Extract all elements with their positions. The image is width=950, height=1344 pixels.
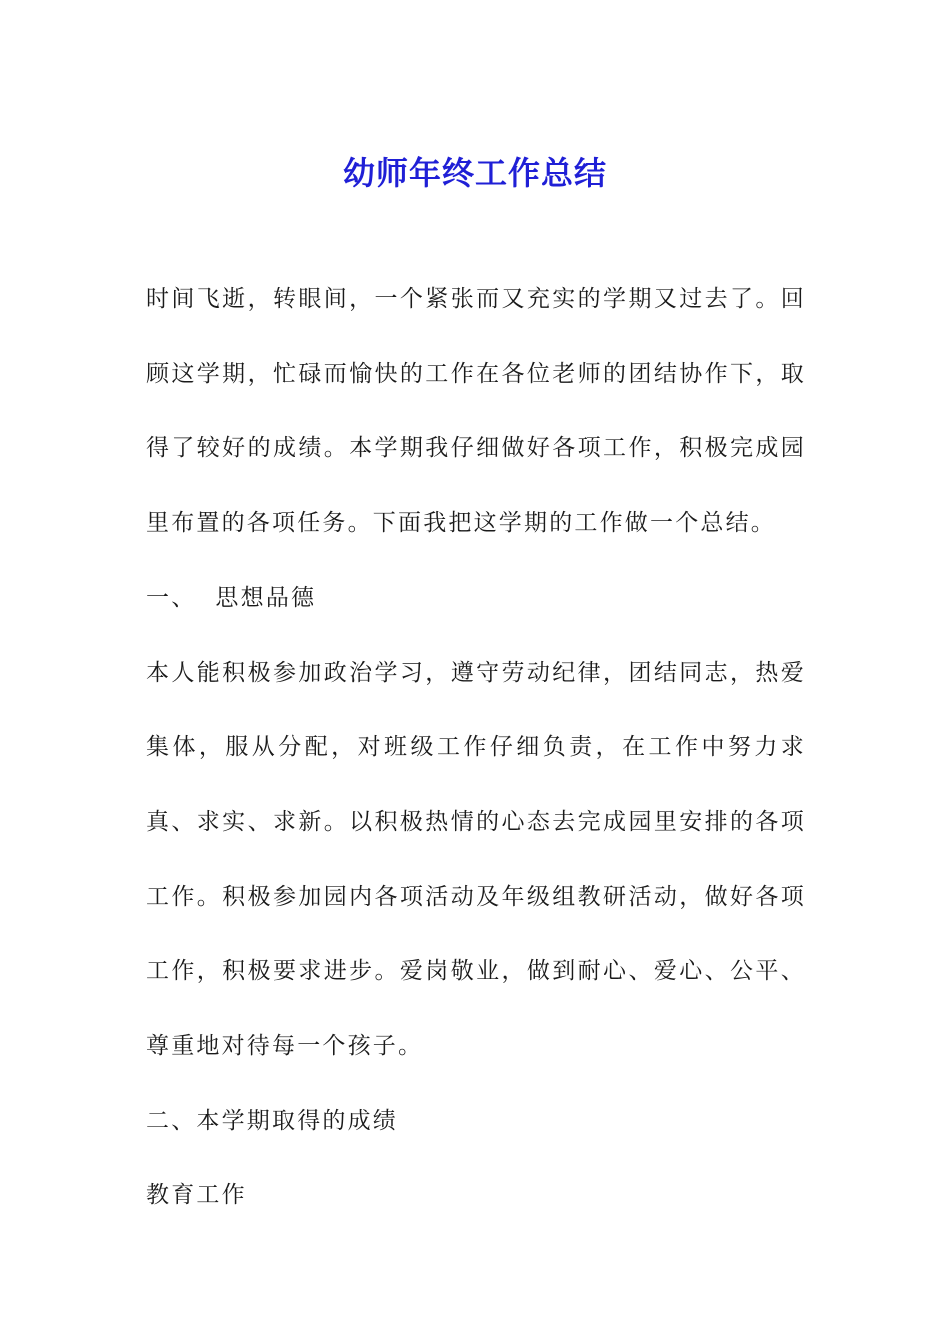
section-heading-achievements: 二、本学期取得的成绩 [146, 1107, 398, 1134]
paragraph-moral: 本人能积极参加政治学习，遵守劳动纪律，团结同志，热爱集体，服从分配，对班级工作仔细负责，在工作中努力求真、求实、求新。以积极热情的心态去完成园里安排的各项工作。积极参加园内各项活动及年级组教研活动，做好各项工作，积极要求进步。爱岗敬业，做到耐心、爱心、公平、尊重地对待每一个孩子。 [146, 659, 806, 1060]
section-heading-moral: 一、 思想品德 [146, 584, 317, 611]
paragraph-intro: 时间飞逝，转眼间，一个紧张而又充实的学期又过去了。回顾这学期，忙碌而愉快的工作在各位老师的团结协作下，取得了较好的成绩。本学期我仔细做好各项工作，积极完成园里布置的各项任务。下面我把这学期的工作做一个总结。 [146, 286, 806, 537]
document-title: 幼师年终工作总结 [342, 154, 607, 193]
subheading-education: 教育工作 [146, 1182, 247, 1209]
document-body [146, 262, 806, 1233]
